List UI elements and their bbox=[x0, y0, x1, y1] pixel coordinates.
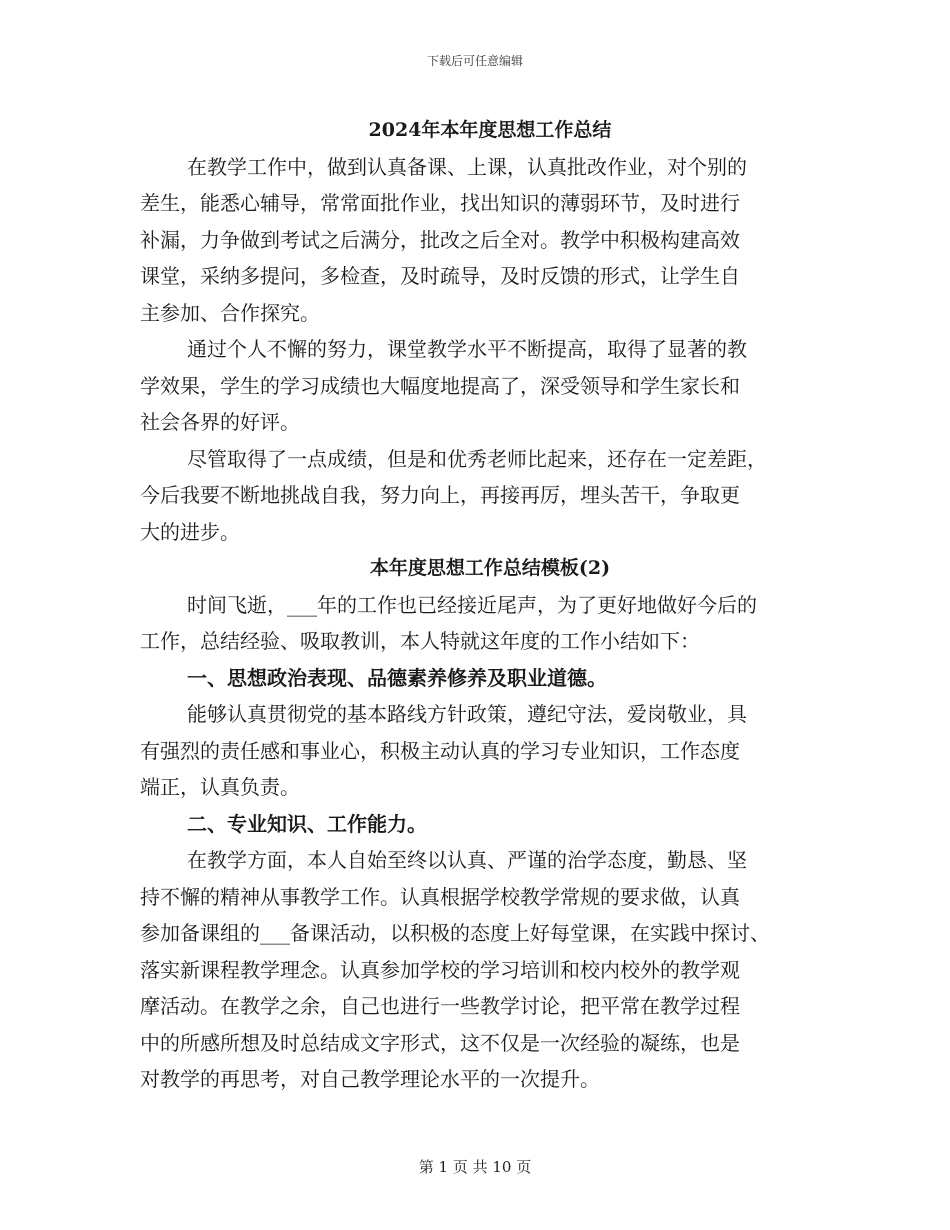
text-line: 主参加、合作探究。 bbox=[140, 300, 320, 325]
section-heading: 一、思想政治表现、品德素养修养及职业道德。 bbox=[187, 665, 607, 690]
text-line: 中的所感所想及时总结成文字形式，这不仅是一次经验的凝练，也是 bbox=[140, 1030, 740, 1055]
text-line: 补漏，力争做到考试之后满分，批改之后全对。教学中积极构建高效 bbox=[140, 227, 740, 252]
text-line: 有强烈的责任感和事业心，积极主动认真的学习专业知识，工作态度 bbox=[140, 738, 740, 763]
text-line: 今后我要不断地挑战自我，努力向上，再接再厉，埋头苦干，争取更 bbox=[140, 483, 740, 507]
paragraph-first-line: 时间飞逝，___年的工作也已经接近尾声，为了更好地做好今后的 bbox=[187, 592, 757, 617]
text-line: 摩活动。在教学之余，自己也进行一些教学讨论，把平常在教学过程 bbox=[140, 994, 740, 1018]
paragraph-first-line: 通过个人不懈的努力，课堂教学水平不断提高，取得了显著的教 bbox=[187, 337, 747, 361]
text-line: 对教学的再思考，对自己教学理论水平的一次提升。 bbox=[140, 1067, 600, 1091]
text-line: 学效果，学生的学习成绩也大幅度地提高了，深受领导和学生家长和 bbox=[140, 373, 740, 398]
text-line: 落实新课程教学理念。认真参加学校的学习培训和校内校外的教学观 bbox=[140, 957, 740, 982]
text-line: 持不懈的精神从事教学工作。认真根据学校教学常规的要求做，认真 bbox=[140, 884, 740, 909]
document-title: 2024年本年度思想工作总结 bbox=[368, 119, 612, 141]
paragraph-first-line: 尽管取得了一点成绩，但是和优秀老师比起来，还存在一定差距， bbox=[187, 446, 767, 471]
text-line: 端正，认真负责。 bbox=[140, 775, 300, 799]
document-body bbox=[140, 112, 810, 1098]
section-heading: 二、专业知识、工作能力。 bbox=[187, 811, 427, 836]
text-line: 参加备课组的___备课活动，以积极的态度上好每堂课，在实践中探讨、 bbox=[140, 921, 770, 945]
text-line: 工作，总结经验、吸取教训，本人特就这年度的工作小结如下： bbox=[140, 629, 700, 653]
paragraph-first-line: 能够认真贯彻党的基本路线方针政策，遵纪守法，爱岗敬业，具 bbox=[187, 702, 747, 726]
page-footer: 第 1 页 共 10 页 bbox=[418, 1158, 532, 1176]
header-note: 下载后可任意编辑 bbox=[426, 54, 523, 68]
text-line: 课堂，采纳多提问，多检查，及时疏导，及时反馈的形式，让学生自 bbox=[140, 264, 740, 288]
paragraph-first-line: 在教学工作中，做到认真备课、上课，认真批改作业，对个别的 bbox=[187, 154, 747, 179]
text-line: 差生，能悉心辅导，常常面批作业，找出知识的薄弱环节，及时进行 bbox=[140, 191, 740, 215]
text-line: 大的进步。 bbox=[140, 519, 240, 544]
section-title: 本年度思想工作总结模板(2) bbox=[369, 557, 611, 579]
document-lines bbox=[140, 149, 810, 1098]
paragraph-first-line: 在教学方面，本人自始至终以认真、严谨的治学态度，勤恳、坚 bbox=[187, 848, 747, 872]
text-line: 社会各界的好评。 bbox=[140, 410, 300, 434]
